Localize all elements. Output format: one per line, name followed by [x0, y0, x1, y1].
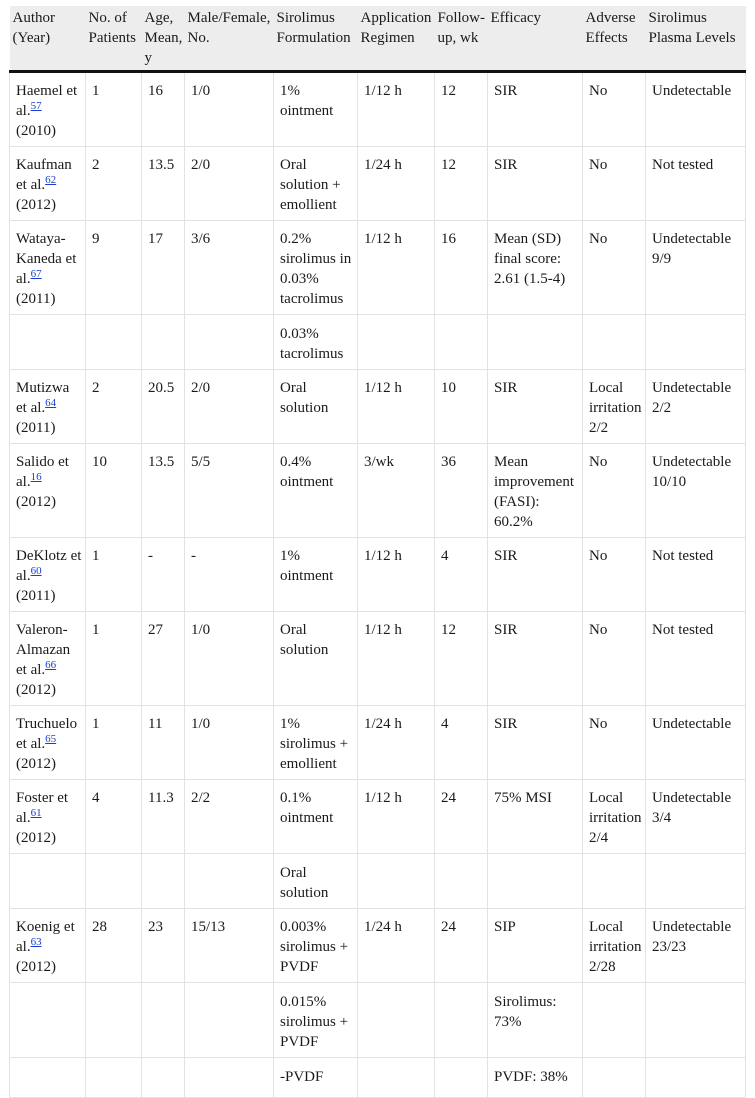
table-body	[10, 72, 746, 1098]
followup-cell: 12	[435, 147, 488, 221]
table-row	[10, 983, 746, 1058]
plasma-levels-cell	[646, 315, 746, 370]
author-cell	[10, 538, 86, 612]
table-row	[10, 444, 746, 538]
author-cell	[10, 780, 86, 854]
male-female-cell: 1/0	[185, 72, 274, 147]
age-cell: 16	[142, 72, 185, 147]
table-row	[10, 612, 746, 706]
reference-link[interactable]: 61	[30, 807, 42, 819]
plasma-levels-cell	[646, 1058, 746, 1098]
followup-cell: 24	[435, 909, 488, 983]
patients-cell: 28	[86, 909, 142, 983]
formulation-cell: Oral solution	[274, 370, 358, 444]
plasma-levels-cell	[646, 983, 746, 1058]
author-cell	[10, 315, 86, 370]
age-cell: -	[142, 538, 185, 612]
followup-cell: 24	[435, 780, 488, 854]
table-row	[10, 780, 746, 854]
regimen-cell: 1/12 h	[358, 221, 435, 315]
plasma-levels-cell: Undetectable 23/23	[646, 909, 746, 983]
regimen-cell: 1/24 h	[358, 147, 435, 221]
formulation-cell: Oral solution + emollient	[274, 147, 358, 221]
formulation-cell: 0.03% tacrolimus	[274, 315, 358, 370]
table-row	[10, 72, 746, 147]
header-followup: Follow-up, wk	[435, 6, 488, 72]
efficacy-cell: SIR	[488, 612, 583, 706]
followup-cell	[435, 983, 488, 1058]
followup-cell: 4	[435, 538, 488, 612]
efficacy-cell	[488, 854, 583, 909]
author-name: Koenig et al.	[16, 919, 75, 955]
age-cell: 27	[142, 612, 185, 706]
patients-cell	[86, 854, 142, 909]
age-cell	[142, 983, 185, 1058]
header-author: Author (Year)	[10, 6, 86, 72]
adverse-effects-cell	[583, 1058, 646, 1098]
formulation-cell: Oral solution	[274, 854, 358, 909]
author-year: (2010)	[16, 123, 56, 139]
efficacy-cell: 75% MSI	[488, 780, 583, 854]
followup-cell: 16	[435, 221, 488, 315]
author-year: (2011)	[16, 588, 56, 604]
author-name: Kaufman et al.	[16, 157, 72, 193]
author-name: Haemel et al.	[16, 83, 78, 119]
adverse-effects-cell: No	[583, 72, 646, 147]
formulation-cell: 0.015% sirolimus + PVDF	[274, 983, 358, 1058]
reference-link[interactable]: 65	[45, 733, 57, 745]
followup-cell: 10	[435, 370, 488, 444]
formulation-cell: 1% sirolimus + emollient	[274, 706, 358, 780]
male-female-cell: 2/0	[185, 147, 274, 221]
patients-cell: 9	[86, 221, 142, 315]
efficacy-cell: SIR	[488, 72, 583, 147]
plasma-levels-cell: Not tested	[646, 538, 746, 612]
regimen-cell: 1/24 h	[358, 706, 435, 780]
male-female-cell	[185, 315, 274, 370]
table-row	[10, 315, 746, 370]
author-year: (2012)	[16, 494, 56, 510]
header-regimen: Application Regimen	[358, 6, 435, 72]
author-cell	[10, 909, 86, 983]
reference-link[interactable]: 62	[45, 174, 57, 186]
followup-cell	[435, 854, 488, 909]
author-cell	[10, 221, 86, 315]
followup-cell: 12	[435, 72, 488, 147]
table-row	[10, 909, 746, 983]
adverse-effects-cell: No	[583, 444, 646, 538]
author-year: (2012)	[16, 959, 56, 975]
adverse-effects-cell: No	[583, 612, 646, 706]
male-female-cell: 15/13	[185, 909, 274, 983]
regimen-cell: 1/12 h	[358, 72, 435, 147]
adverse-effects-cell: Local irritation 2/2	[583, 370, 646, 444]
plasma-levels-cell: Undetectable	[646, 72, 746, 147]
male-female-cell: 1/0	[185, 706, 274, 780]
table-row	[10, 221, 746, 315]
header-row	[10, 6, 746, 72]
patients-cell: 2	[86, 370, 142, 444]
plasma-levels-cell: Undetectable	[646, 706, 746, 780]
author-cell	[10, 706, 86, 780]
adverse-effects-cell	[583, 983, 646, 1058]
male-female-cell	[185, 1058, 274, 1098]
author-cell	[10, 1058, 86, 1098]
patients-cell	[86, 983, 142, 1058]
plasma-levels-cell: Undetectable 10/10	[646, 444, 746, 538]
header-plasma-levels: Sirolimus Plasma Levels	[646, 6, 746, 72]
efficacy-cell: Mean (SD) final score: 2.61 (1.5-4)	[488, 221, 583, 315]
formulation-cell: -PVDF	[274, 1058, 358, 1098]
author-name: Truchuelo et al.	[16, 716, 78, 752]
patients-cell: 1	[86, 538, 142, 612]
age-cell: 13.5	[142, 444, 185, 538]
adverse-effects-cell	[583, 854, 646, 909]
patients-cell: 1	[86, 612, 142, 706]
regimen-cell	[358, 1058, 435, 1098]
author-cell	[10, 854, 86, 909]
plasma-levels-cell: Undetectable 9/9	[646, 221, 746, 315]
author-cell	[10, 444, 86, 538]
header-formulation: Sirolimus Formulation	[274, 6, 358, 72]
adverse-effects-cell: No	[583, 706, 646, 780]
followup-cell: 4	[435, 706, 488, 780]
table-row	[10, 854, 746, 909]
header-adverse-effects: Adverse Effects	[583, 6, 646, 72]
reference-link[interactable]: 57	[30, 100, 42, 112]
age-cell	[142, 854, 185, 909]
plasma-levels-cell: Not tested	[646, 612, 746, 706]
reference-link[interactable]: 67	[30, 268, 42, 280]
regimen-cell	[358, 983, 435, 1058]
male-female-cell: -	[185, 538, 274, 612]
efficacy-cell: SIR	[488, 370, 583, 444]
adverse-effects-cell: Local irritation 2/28	[583, 909, 646, 983]
reference-link[interactable]: 63	[30, 936, 42, 948]
author-name: Foster et al.	[16, 790, 69, 826]
regimen-cell	[358, 315, 435, 370]
followup-cell: 36	[435, 444, 488, 538]
regimen-cell: 1/12 h	[358, 780, 435, 854]
adverse-effects-cell: No	[583, 538, 646, 612]
author-cell	[10, 612, 86, 706]
patients-cell	[86, 1058, 142, 1098]
patients-cell: 1	[86, 72, 142, 147]
header-patients: No. of Patients	[86, 6, 142, 72]
reference-link[interactable]: 64	[45, 397, 57, 409]
efficacy-cell: SIR	[488, 538, 583, 612]
author-name: DeKlotz et al.	[16, 548, 82, 584]
formulation-cell: 0.2% sirolimus in 0.03% tacrolimus	[274, 221, 358, 315]
patients-cell: 4	[86, 780, 142, 854]
header-age: Age, Mean, y	[142, 6, 185, 72]
formulation-cell: 0.003% sirolimus + PVDF	[274, 909, 358, 983]
sirolimus-studies-table	[9, 6, 746, 1098]
adverse-effects-cell: No	[583, 221, 646, 315]
adverse-effects-cell: Local irritation 2/4	[583, 780, 646, 854]
age-cell: 11	[142, 706, 185, 780]
plasma-levels-cell: Undetectable 3/4	[646, 780, 746, 854]
age-cell	[142, 1058, 185, 1098]
plasma-levels-cell	[646, 854, 746, 909]
male-female-cell: 5/5	[185, 444, 274, 538]
efficacy-cell: PVDF: 38%	[488, 1058, 583, 1098]
age-cell: 23	[142, 909, 185, 983]
efficacy-cell: Sirolimus: 73%	[488, 983, 583, 1058]
regimen-cell: 1/12 h	[358, 538, 435, 612]
author-year: (2011)	[16, 291, 56, 307]
author-year: (2012)	[16, 830, 56, 846]
efficacy-cell: SIR	[488, 147, 583, 221]
formulation-cell: 1% ointment	[274, 538, 358, 612]
table-row	[10, 1058, 746, 1098]
efficacy-cell	[488, 315, 583, 370]
formulation-cell: 1% ointment	[274, 72, 358, 147]
male-female-cell: 2/0	[185, 370, 274, 444]
formulation-cell: 0.4% ointment	[274, 444, 358, 538]
male-female-cell: 3/6	[185, 221, 274, 315]
author-year: (2012)	[16, 756, 56, 772]
plasma-levels-cell: Undetectable 2/2	[646, 370, 746, 444]
adverse-effects-cell	[583, 315, 646, 370]
formulation-cell: 0.1% ointment	[274, 780, 358, 854]
author-year: (2012)	[16, 682, 56, 698]
author-year: (2012)	[16, 197, 56, 213]
reference-link[interactable]: 66	[45, 659, 57, 671]
adverse-effects-cell: No	[583, 147, 646, 221]
patients-cell: 2	[86, 147, 142, 221]
efficacy-cell: Mean improvement (FASI): 60.2%	[488, 444, 583, 538]
header-efficacy: Efficacy	[488, 6, 583, 72]
author-cell	[10, 72, 86, 147]
followup-cell	[435, 315, 488, 370]
regimen-cell: 3/wk	[358, 444, 435, 538]
male-female-cell	[185, 854, 274, 909]
male-female-cell	[185, 983, 274, 1058]
author-name: Wataya-Kaneda et al.	[16, 231, 77, 287]
author-cell	[10, 983, 86, 1058]
efficacy-cell: SIP	[488, 909, 583, 983]
reference-link[interactable]: 16	[30, 471, 42, 483]
regimen-cell	[358, 854, 435, 909]
followup-cell	[435, 1058, 488, 1098]
table-row	[10, 706, 746, 780]
author-name: Mutizwa et al.	[16, 380, 70, 416]
author-cell	[10, 370, 86, 444]
age-cell	[142, 315, 185, 370]
patients-cell: 10	[86, 444, 142, 538]
regimen-cell: 1/12 h	[358, 612, 435, 706]
efficacy-cell: SIR	[488, 706, 583, 780]
patients-cell	[86, 315, 142, 370]
reference-link[interactable]: 60	[30, 565, 42, 577]
plasma-levels-cell: Not tested	[646, 147, 746, 221]
table-row	[10, 538, 746, 612]
regimen-cell: 1/12 h	[358, 370, 435, 444]
male-female-cell: 2/2	[185, 780, 274, 854]
author-name: Valeron-Almazan et al.	[16, 622, 71, 678]
male-female-cell: 1/0	[185, 612, 274, 706]
regimen-cell: 1/24 h	[358, 909, 435, 983]
author-year: (2011)	[16, 420, 56, 436]
age-cell: 17	[142, 221, 185, 315]
table-row	[10, 147, 746, 221]
patients-cell: 1	[86, 706, 142, 780]
header-male-female: Male/Female, No.	[185, 6, 274, 72]
author-name: Salido et al.	[16, 454, 69, 490]
author-cell	[10, 147, 86, 221]
table-row	[10, 370, 746, 444]
age-cell: 13.5	[142, 147, 185, 221]
age-cell: 11.3	[142, 780, 185, 854]
formulation-cell: Oral solution	[274, 612, 358, 706]
followup-cell: 12	[435, 612, 488, 706]
age-cell: 20.5	[142, 370, 185, 444]
